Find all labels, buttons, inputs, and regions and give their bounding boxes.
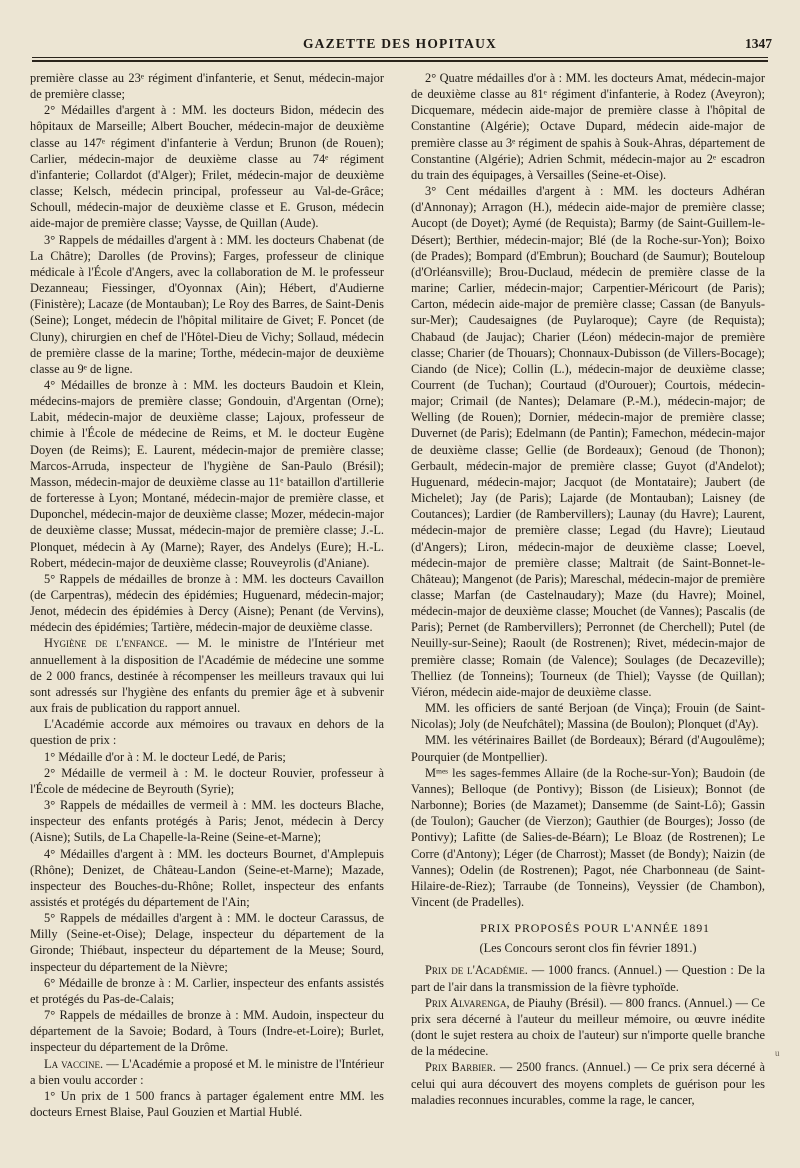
paragraph [30, 635, 384, 716]
paragraph: 4° Médailles de bronze à : MM. les docteurs Baudoin et Klein, médecins-majors de première classe; Gondouin, d'Argentan (Orne); Labit, médecin-major de deuxième classe; Lajoux, professeur de chimie à l'École de médecine de Reims, et M. le docteur Eugène Doyen (de Reims); E. Laurent, médecin-major de première classe; Marcos-Arruda, inspecteur de l'hygiène de San-Paulo (Brésil); Masson, médecin-major de deuxième classe au 11ᵉ bataillon d'artillerie de forteresse à Lyon; Montané, médecin-major de première classe, et Duponchel, médecin-major de deuxième classe; Mozer, médecin-major de deuxième classe; Mussat, médecin-major de première classe; J.-L. Plonquet, médecin à Ay (Marne); Rayer, des Andelys (Eure); H.-L. Robert, médecin-major de deuxième classe; Rouveyrolis (d'Aniane). [30, 377, 384, 570]
paragraph: 2° Médailles d'argent à : MM. les docteurs Bidon, médecin des hôpitaux de Marseille; Albert Boucher, médecin-major de deuxième classe au 147ᵉ régiment d'infanterie à Verdun; Brunon (de Rouen); Carlier, médecin-major de deuxième classe au 74ᵉ régiment d'infanterie; Collardot (d'Alger); Frilet, médecin-major de deuxième classe; Kelsch, médecin principal, professeur au Val-de-Grâce; Schoull, médecin-major de deuxième classe et E. Gruson, médecin aide-major de première classe; Vaysse, de Quillan (Aude). [30, 103, 384, 231]
paragraph: 3° Rappels de médailles de vermeil à : MM. les docteurs Blache, inspecteur des enfants protégés à Paris; Jenot, médecin à Dercy (Aisne); Sutils, de La Chapelle-la-Reine (Seine-et-Marne); [30, 798, 384, 845]
paragraph: 2° Quatre médailles d'or à : MM. les docteurs Amat, médecin-major de deuxième classe au 81ᵉ régiment d'infanterie, à Rodez (Aveyron); Dicquemare, médecin aide-major de première classe à l'hôpital de Constantine (Algérie); Octave Dupard, médecin aide-major de première classe au 3ᵉ régiment de spahis à Souk-Ahras, département de Constantine (Algérie); Adrien Schmit, médecin-major au 2ᵉ escadron du train des équipages, à Versailles (Seine-et-Oise). [411, 71, 765, 182]
header-rule [32, 57, 768, 58]
paragraph: 5° Rappels de médailles d'argent à : MM. le docteur Carassus, de Milly (Seine-et-Oise); Delage, inspecteur du département de la Gironde; Thiébaut, inspecteur du département de la Meuse; Sourd, inspecteur du département de la Nièvre; [30, 911, 384, 974]
prize-paragraph [411, 1059, 765, 1107]
paragraph: MM. les vétérinaires Baillet (de Bordeaux); Bérard (d'Augoulême); Pourquier (de Montpellier). [411, 733, 765, 764]
paragraph: Mᵐᵉˢ les sages-femmes Allaire (de la Roche-sur-Yon); Baudoin (de Vannes); Belloque (de Pontivy); Bisson (de Lisieux); Bonnot (de Narbonne); Bories (de Mazamet); Dansemme (de Saint-Lô); Gassin (de Toulon); Gaucher (de Vierzon); Gauthier (de Bourges); Josso (de Pontivy); Lafitte (de Salies-de-Béarn); Le Bloaz (de Rostrenen); Le Corre (d'Antony); Léger (de Charrost); Masset (de Bondy); Naizin (de Vannes); Odelin (de Rostrenen); Pagot, née Charbonneau (de Saint-Hilaire-de-Riez); Tarraube (de Tonneins), Veyssier (de Chambon), Vincent (de Pradelles). [411, 765, 765, 909]
running-title: GAZETTE DES HOPITAUX [302, 36, 498, 51]
prize-paragraph [411, 995, 765, 1060]
prize-lead: Prix de l'Académie. [425, 963, 528, 978]
section-lead: Hygiène de l'enfance. [44, 636, 168, 651]
paragraph: 7° Rappels de médailles de bronze à : MM. Audoin, inspecteur du département de la Savoie; Bodard, à Tours (Indre-et-Loire); Burlet, inspecteur du département de la Drôme. [30, 1008, 384, 1055]
paragraph: 3° Cent médailles d'argent à : MM. les docteurs Adhéran (d'Annonay); Arragon (H.), médecin aide-major de première classe; Aucopt (de Doyet); Aymé (de Requista); Barmy (de Saint-Guillem-le-Désert); Berthier, médecin-major; Blé (de la Roche-sur-Yon); Boixo (de Prades); Bompard (d'Embrun); Bouchard (de Saumur); Bouteloup (d'Orléansville); Brou-Duclaud, médecin de première classe de la marine; Carlier, médecin-major; Carpentier-Méricourt (de Paris); Carton, médecin aide-major de première classe; Cassan (de Banyuls-sur-Mer); Caudesaignes (de Puylaroque); Cayre (de Requista); Chabaud (de Jaujac); Charier (Léon) médecin-major de première classe; Charier (de Thouars); Chonnaux-Dubisson (de Villers-Bocage); Ciando (de Nice); Collin (L.), médecin-major de deuxième classe; Courrent (de Tuchan); Courtaud (d'Ourouer); Courtois, médecin-major; Crimail (de Nantes); Delamare (P.-M.), médecin-major; de Welling (de Rouen); Dornier, médecin-major de première classe; Duvernet (de Paris); Edelmann (de Pantin); Famechon, médecin-major de deuxième classe; Gellie (de Bordeaux); Genoud (de Thonon); Gerbault, médecin-major de première classe; Guyot (d'Andelot); Huguenard, médecin-major; Jacquot (de Montataire); Jaubert (de Michelet); Jay (de Paris); Lajarde (de Montauban); Laisney (de Coutances); Lardier (de Rambervillers); Launay (du Havre); Laurent, médecin-major de première classe; Legad (du Havre); Lieutaud (d'Angers); Liron, médecin-major de deuxième classe; Loevel, médecin-major de première classe; Maltrait (de Saint-Bonnet-le-Château); Mangenot (de Paris); Mareschal, médecin-major de première classe; Marfan (de Castelnaudary); Maze (du Havre); Moinel, médecin-major de deuxième classe; Mouchet (de Vannes); Pascalis (de Paris); Pernet (de Rambervillers); Perronnet (de Cherchell); Putel (de Neuilly-sur-Seine); Raoult (de Rostrenen); Rivet, médecin-major de première classe; Romain (de Valence); Soulages (de Decazeville); Thelliez (de Tonneins); Tourneux (de Thiel); Vaysse (de Quillan); Viéron, médecin aide-major de deuxième classe. [411, 184, 765, 699]
left-column [30, 70, 384, 1160]
section-subtitle: (Les Concours seront clos fin février 1891.) [479, 941, 697, 956]
gutter-mark: u [775, 1048, 780, 1058]
paragraph: première classe au 23ᵉ régiment d'infanterie, et Senut, médecin-major de première classe; [30, 71, 384, 102]
prize-text: de Piauhy (Brésil). — 800 francs. (Annuel.) — Ce prix sera décerné à l'auteur du meilleur mémoire, ou œuvre inédite (dont le sujet restera au choix de l'auteur) sur n'importe quelle branche de la médecine. [411, 995, 765, 1059]
paragraph-text: — M. le ministre de l'Intérieur met annuellement à la disposition de l'Académie de médecine une somme de 2 000 francs, destinée à récompenser les meilleurs travaux qui lui sont adressés sur l'hygiène des enfants du premier âge et à subvenir aux frais de publication du rapport annuel. [30, 636, 384, 716]
prize-lead: Prix Barbier. [425, 1060, 496, 1075]
section-title: PRIX PROPOSÉS POUR L'ANNÉE 1891 [480, 921, 710, 936]
right-column [411, 70, 765, 1160]
section-lead: La vaccine. [44, 1056, 104, 1071]
header-rule-thick [32, 60, 768, 62]
page-header [0, 0, 800, 64]
paragraph [30, 1056, 384, 1088]
paragraph: L'Académie accorde aux mémoires ou travaux en dehors de la question de prix : [30, 717, 384, 748]
prize-text: — 2500 francs. (Annuel.) — Ce prix sera décerné à celui qui aura découvert des moyens complets de guérison pour les maladies reconnues incurables, comme la rage, le cancer, [411, 1060, 765, 1107]
prize-text: — 1000 francs. (Annuel.) — Question : De la part de l'air dans la transmission de la fièvre typhoïde. [411, 963, 765, 994]
prize-lead: Prix Alvarenga, [425, 995, 510, 1010]
paragraph: 2° Médaille de vermeil à : M. le docteur Rouvier, professeur à l'École de médecine de Beyrouth (Syrie); [30, 765, 384, 796]
paragraph: 4° Médailles d'argent à : MM. les docteurs Bournet, d'Amplepuis (Rhône); Denizet, de Château-Landon (Seine-et-Marne); Mazade, inspecteur des Bouches-du-Rhône; Rollet, inspecteur des enfants assistés et protégés du département de l'Ain; [30, 846, 384, 909]
paragraph-text: — L'Académie a proposé et M. le ministre de l'Intérieur a bien voulu accorder : [30, 1056, 384, 1087]
prize-paragraph [411, 962, 765, 994]
paragraph: 3° Rappels de médailles d'argent à : MM. les docteurs Chabenat (de La Châtre); Darolles (de Provins); Farges, professeur de clinique médicale à l'École d'Angers, avec la collaboration de M. le professeur Dezanneau; Fiessinger, d'Oyonnax (Ain); Hébert, d'Audierne (Finistère); Lacaze (de Montauban); Le Roy des Barres, de Saint-Denis (Seine); Longet, médecin de l'hôpital militaire de Givet; F. Poncet (de Cluny), chirurgien en chef de l'Hôtel-Dieu de Vichy; Sollaud, médecin de première classe de la marine; Torthe, médecin-major de deuxième classe au 9ᵉ de ligne. [30, 232, 384, 376]
paragraph: 6° Médaille de bronze à : M. Carlier, inspecteur des enfants assistés et protégés du Pas-de-Calais; [30, 975, 384, 1006]
paragraph: 5° Rappels de médailles de bronze à : MM. les docteurs Cavaillon (de Carpentras), médecin des épidémies; Huguenard, médecin-major; Jenot, médecin des épidémies à Dercy (Aisne); Penant (de Vervins), médecin des épidémies; Tartière, médecin-major de deuxième classe. [30, 571, 384, 635]
paragraph: 1° Médaille d'or à : M. le docteur Ledé, de Paris; [44, 749, 286, 764]
paragraph: MM. les officiers de santé Berjoan (de Vinça); Frouin (de Saint-Nicolas); Joly (de Neufchâtel); Massina (de Boulon); Plonquet (d'Ay). [411, 701, 765, 732]
paragraph: 1° Un prix de 1 500 francs à partager également entre MM. les docteurs Ernest Blaise, Paul Gouzien et Martial Hublé. [30, 1088, 384, 1119]
page-number: 1347 [745, 36, 772, 51]
